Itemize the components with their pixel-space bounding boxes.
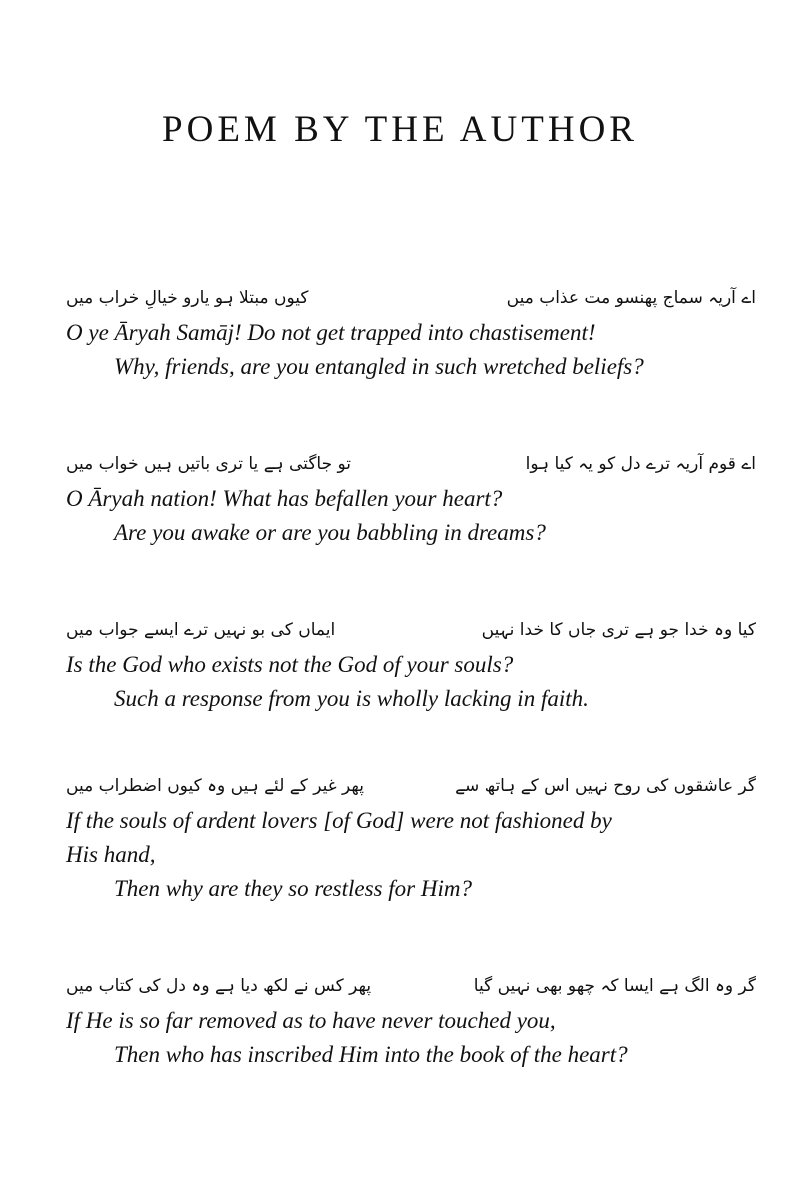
translation-line: If He is so far removed as to have never touched you, — [66, 1008, 556, 1033]
urdu-verse — [66, 968, 756, 1004]
urdu-second-hemistich: تو جاگتی ہے یا تری باتیں ہیں خواب میں — [66, 454, 352, 474]
urdu-first-hemistich: کیا وہ خدا جو ہے تری جاں کا خدا نہیں — [481, 620, 756, 640]
urdu-verse — [66, 768, 756, 804]
translation-line: If the souls of ardent lovers [of God] were not fashioned by — [66, 808, 612, 833]
urdu-first-hemistich: اے قوم آریہ ترے دل کو یہ کیا ہوا — [525, 454, 756, 474]
urdu-verse — [66, 612, 756, 648]
stanza-4 — [66, 768, 756, 906]
stanza-2 — [66, 446, 756, 550]
urdu-second-hemistich: ایماں کی بو نہیں ترے ایسے جواب میں — [66, 620, 336, 640]
urdu-second-hemistich: پھر کس نے لکھ دیا ہے وہ دل کی کتاب میں — [66, 976, 372, 996]
urdu-first-hemistich: گر عاشقوں کی روح نہیں اس کے ہاتھ سے — [455, 776, 756, 796]
translation-line: Then who has inscribed Him into the book of the heart? — [114, 1042, 628, 1067]
translation-line: His hand, — [66, 842, 156, 867]
urdu-first-hemistich: گر وہ الگ ہے ایسا کہ چھو بھی نہیں گیا — [473, 976, 756, 996]
stanza-1 — [66, 280, 756, 384]
urdu-first-hemistich: اے آریہ سماج پھنسو مت عذاب میں — [506, 288, 756, 308]
urdu-second-hemistich: کیوں مبتلا ہو یارو خیالِ خراب میں — [66, 288, 309, 308]
stanza-3 — [66, 612, 756, 716]
stanza-5 — [66, 968, 756, 1072]
translation-line: Then why are they so restless for Him? — [114, 876, 472, 901]
translation-line: Such a response from you is wholly lacking in faith. — [114, 686, 589, 711]
urdu-second-hemistich: پھر غیر کے لئے ہیں وہ کیوں اضطراب میں — [66, 776, 364, 796]
translation-line: O ye Āryah Samāj! Do not get trapped into chastisement! — [66, 320, 596, 345]
translation-line: Is the God who exists not the God of your souls? — [66, 652, 514, 677]
urdu-verse — [66, 446, 756, 482]
urdu-verse — [66, 280, 756, 316]
page-title: POEM BY THE AUTHOR — [162, 109, 638, 150]
translation-line: Are you awake or are you babbling in dreams? — [114, 520, 546, 545]
translation-line: Why, friends, are you entangled in such wretched beliefs? — [114, 354, 644, 379]
translation-line: O Āryah nation! What has befallen your heart? — [66, 486, 503, 511]
